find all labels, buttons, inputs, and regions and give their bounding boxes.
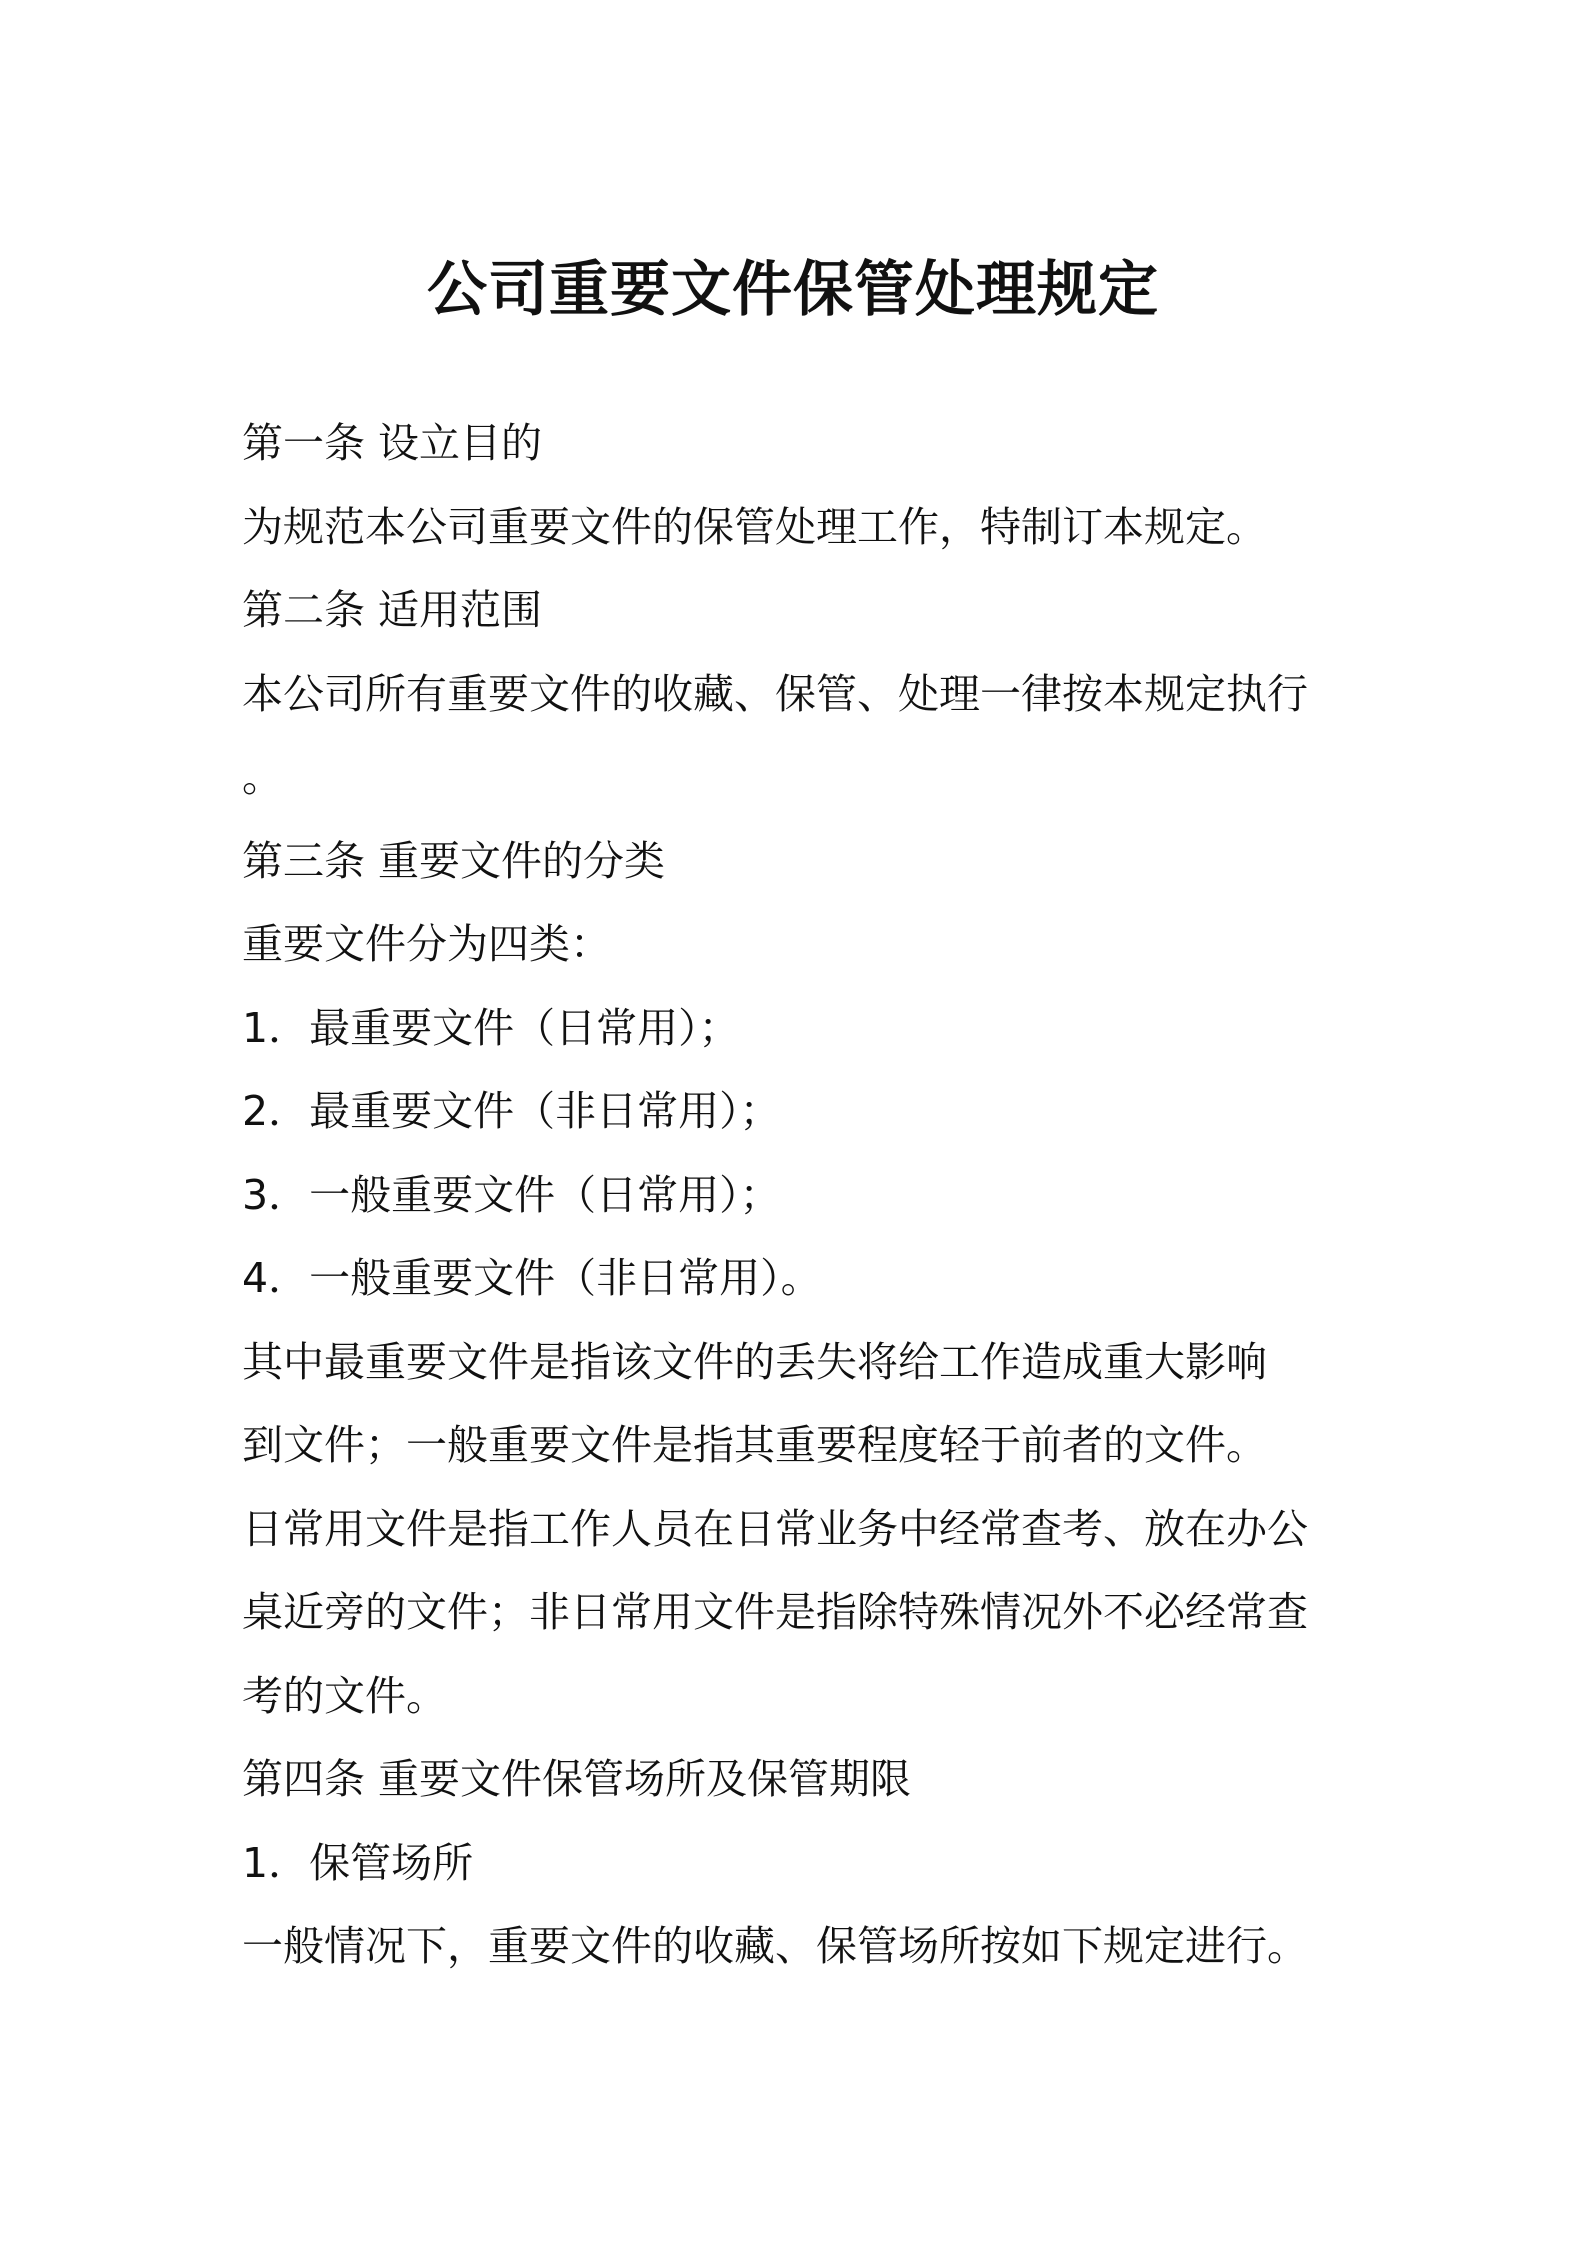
list-item: 2．最重要文件（非日常用）； [242, 1087, 781, 1135]
article-4-heading: 第四条 重要文件保管场所及保管期限 [242, 1755, 912, 1803]
paragraph: 日常用文件是指工作人员在日常业务中经常查考、放在办公 [242, 1504, 1308, 1553]
paragraph: 为规范本公司重要文件的保管处理工作，特制订本规定。 [242, 502, 1267, 551]
paragraph: 本公司所有重要文件的收藏、保管、处理一律按本规定执行 [242, 669, 1308, 718]
paragraph: 其中最重要文件是指该文件的丢失将给工作造成重大影响 [242, 1337, 1267, 1386]
paragraph: 重要文件分为四类： [242, 920, 611, 968]
paragraph-continuation: 考的文件。 [242, 1671, 447, 1720]
article-1-heading: 第一条 设立目的 [242, 419, 543, 467]
list-item: 1．保管场所 [242, 1838, 474, 1887]
paragraph-continuation: 到文件；一般重要文件是指其重要程度轻于前者的文件。 [242, 1421, 1267, 1469]
document-body [242, 402, 1357, 1989]
article-3-heading: 第三条 重要文件的分类 [242, 836, 666, 885]
paragraph-continuation: 桌近旁的文件；非日常用文件是指除特殊情况外不必经常查 [242, 1588, 1308, 1636]
article-2-heading: 第二条 适用范围 [242, 586, 543, 634]
list-item: 3．一般重要文件（日常用）； [242, 1170, 781, 1219]
document-title: 公司重要文件保管处理规定 [427, 255, 1159, 325]
paragraph-continuation: 。 [242, 753, 283, 801]
list-item: 1．最重要文件（日常用）； [242, 1003, 740, 1052]
paragraph: 一般情况下，重要文件的收藏、保管场所按如下规定进行。 [242, 1922, 1308, 1970]
list-item: 4．一般重要文件（非日常用）。 [242, 1254, 822, 1302]
